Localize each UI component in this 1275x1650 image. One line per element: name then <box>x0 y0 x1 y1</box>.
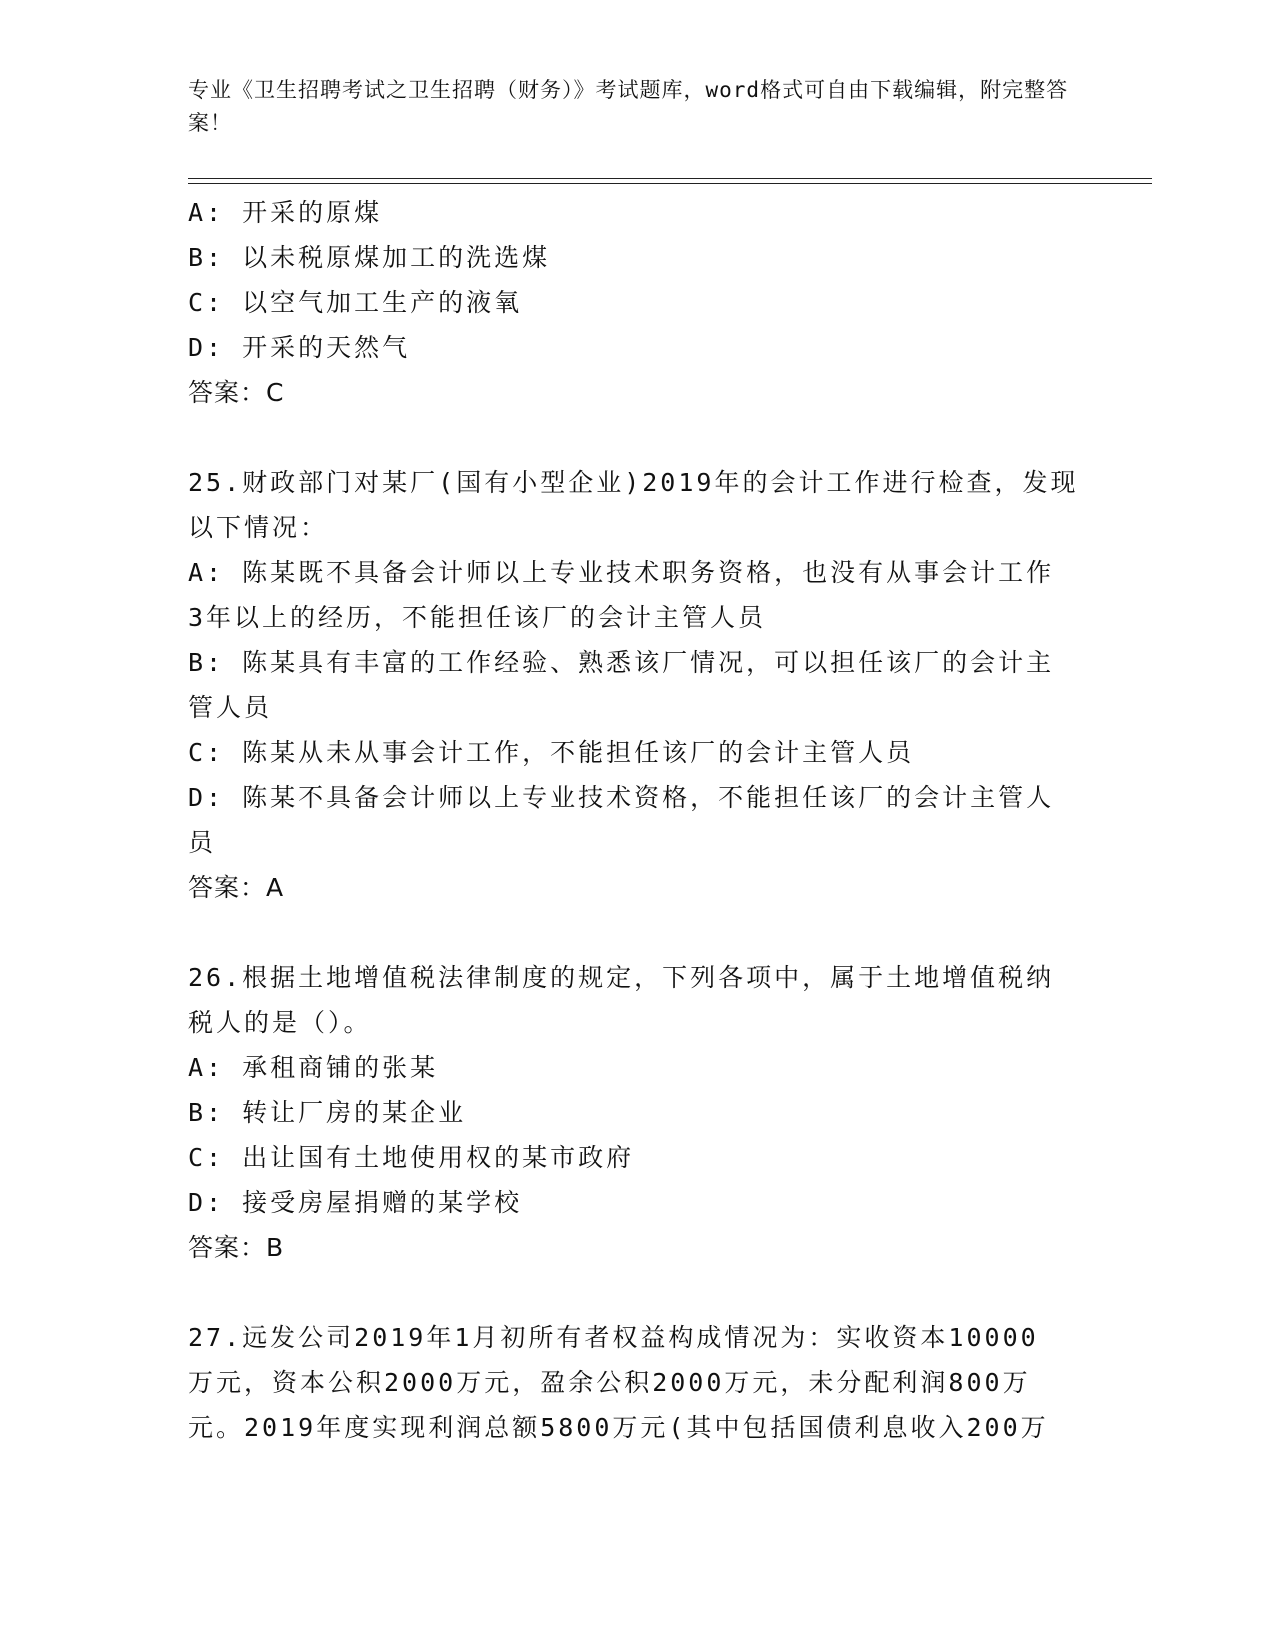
section-spacer <box>188 415 1088 460</box>
section-spacer <box>188 910 1088 955</box>
document-header: 专业《卫生招聘考试之卫生招聘（财务）》考试题库，word格式可自由下载编辑，附完整答案！ <box>188 78 1069 135</box>
question-block <box>188 955 1088 1270</box>
answer-line: 答案：B <box>188 1233 285 1262</box>
question-line: C: 陈某从未从事会计工作，不能担任该厂的会计主管人员 <box>188 738 915 767</box>
question-line: A: 开采的原煤 <box>188 198 383 227</box>
question-line: A: 陈某既不具备会计师以上专业技术职务资格，也没有从事会计工作 <box>188 558 1055 587</box>
question-line: D: 开采的天然气 <box>188 333 411 362</box>
header-divider-top <box>188 178 1152 179</box>
question-line: 以下情况： <box>188 513 329 542</box>
question-line: B: 转让厂房的某企业 <box>188 1098 467 1127</box>
question-line: 员 <box>188 828 217 857</box>
question-line: B: 以未税原煤加工的洗选煤 <box>188 243 551 272</box>
question-line: 元。2019年度实现利润总额5800万元(其中包括国债利息收入200万 <box>188 1413 1049 1442</box>
question-line: B: 陈某具有丰富的工作经验、熟悉该厂情况，可以担任该厂的会计主 <box>188 648 1055 677</box>
question-line: 万元，资本公积2000万元，盈余公积2000万元，未分配利润800万 <box>188 1368 1031 1397</box>
answer-line: 答案：C <box>188 378 285 407</box>
question-line: 27.远发公司2019年1月初所有者权益构成情况为：实收资本10000 <box>188 1323 1039 1352</box>
question-line: D: 陈某不具备会计师以上专业技术资格，不能担任该厂的会计主管人 <box>188 783 1055 812</box>
question-content <box>188 190 1088 1450</box>
question-line: 26.根据土地增值税法律制度的规定，下列各项中，属于土地增值税纳 <box>188 963 1055 992</box>
question-line: 税人的是（）。 <box>188 1008 372 1037</box>
question-line: C: 出让国有土地使用权的某市政府 <box>188 1143 635 1172</box>
question-block <box>188 190 1088 415</box>
header-divider-bottom <box>188 183 1152 184</box>
question-line: 25.财政部门对某厂(国有小型企业)2019年的会计工作进行检查，发现 <box>188 468 1079 497</box>
question-block <box>188 460 1088 910</box>
question-line: 管人员 <box>188 693 273 722</box>
question-line: C: 以空气加工生产的液氧 <box>188 288 523 317</box>
question-line: 3年以上的经历，不能担任该厂的会计主管人员 <box>188 603 767 632</box>
question-block <box>188 1315 1088 1450</box>
question-line: A: 承租商铺的张某 <box>188 1053 439 1082</box>
section-spacer <box>188 1270 1088 1315</box>
answer-line: 答案：A <box>188 873 285 902</box>
question-line: D: 接受房屋捐赠的某学校 <box>188 1188 523 1217</box>
